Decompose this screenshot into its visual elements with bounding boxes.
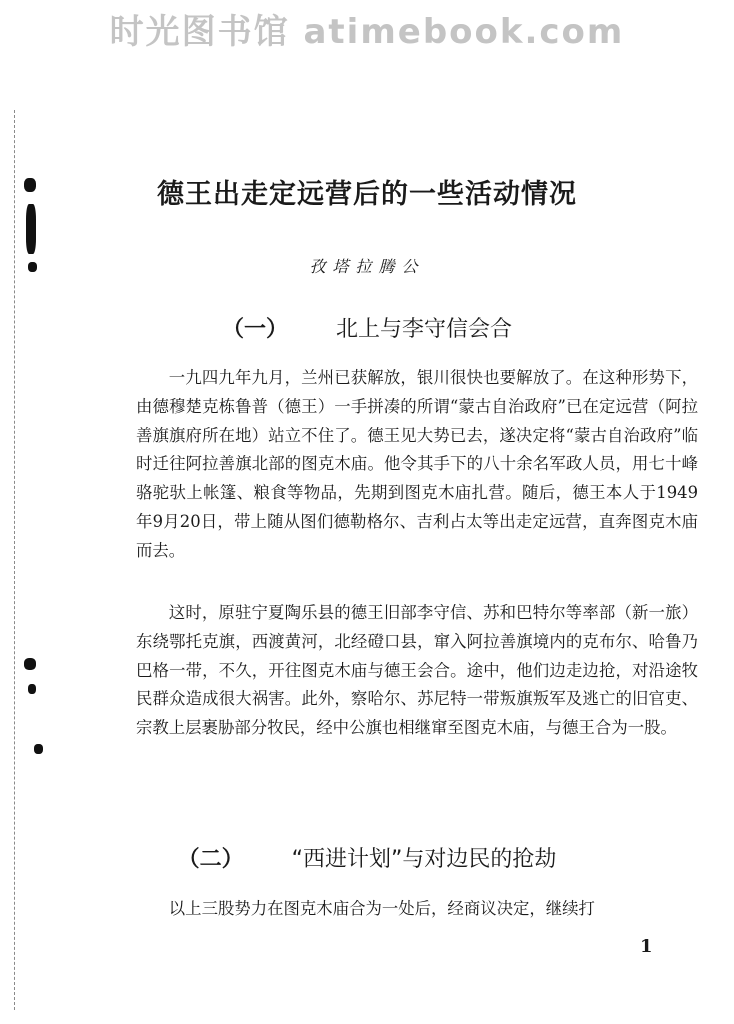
paragraph: 一九四九年九月，兰州已获解放，银川很快也要解放了。在这种形势下，由德穆楚克栋鲁普（德王）一手拼凑的所谓“蒙古自治政府”已在定远营（阿拉善旗旗府所在地）站立不住了。德王见大势已去，遂决定将“蒙古自治政府”临时迁往阿拉善旗北部的图克木庙。他令其手下的八十余名军政人员，用七十峰骆驼驮上帐篷、粮食等物品，先期到图克木庙扎营。随后，德王本人于1949年9月20日，带上随从图们德勒格尔、吉利占太等出走定远营，直奔图克木庙而去。 xyxy=(136,368,698,560)
section-title: “西进计划”与对边民的抢劫 xyxy=(291,847,557,872)
ink-blot xyxy=(34,744,43,754)
paragraph: 这时，原驻宁夏陶乐县的德王旧部李守信、苏和巴特尔等率部（新一旅）东绕鄂托克旗，西渡黄河，北经磴口县，窜入阿拉善旗境内的克布尔、哈鲁乃巴格一带，不久，开往图克木庙与德王会合。途中，他们边走边抢，对沿途牧民群众造成很大祸害。此外，察哈尔、苏尼特一带叛旗叛军及逃亡的旧官吏、宗教上层裹胁部分牧民，经中公旗也相继窜至图克木庙，与德王合为一股。 xyxy=(136,603,698,738)
ink-blot xyxy=(28,684,36,694)
author-byline: 孜塔拉腾公 xyxy=(309,257,425,276)
paragraph: 以上三股势力在图克木庙合为一处后，经商议决定，继续打 xyxy=(168,899,595,918)
article-title: 德王出走定远营后的一些活动情况 xyxy=(157,179,577,210)
binding-edge xyxy=(14,110,16,1010)
section-number: （一） xyxy=(221,317,288,342)
ink-blot xyxy=(26,204,36,254)
page-number: 1 xyxy=(640,936,653,957)
section-number: （二） xyxy=(177,847,244,872)
ink-blot xyxy=(24,658,36,670)
section-heading-1 xyxy=(0,312,734,343)
watermark: 时光图书馆 atimebook.com xyxy=(109,12,625,52)
section-heading-2 xyxy=(0,842,734,873)
section-title: 北上与李守信会合 xyxy=(336,317,513,342)
